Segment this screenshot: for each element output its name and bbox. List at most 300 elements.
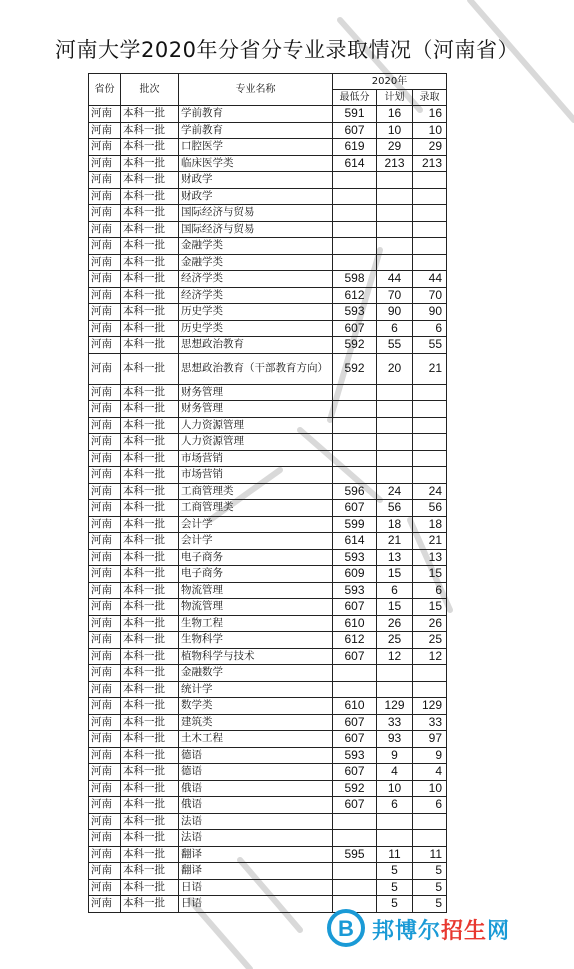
cell-major: 金融数学	[179, 665, 333, 682]
table-row	[89, 172, 447, 189]
cell-min-score	[333, 863, 377, 880]
cell-min-score: 592	[333, 780, 377, 797]
logo-brand-suffix: 网	[487, 919, 511, 944]
cell-batch: 本科一批	[121, 780, 179, 797]
logo-brand-main: 邦博尔	[372, 919, 442, 944]
table-row	[89, 714, 447, 731]
cell-major: 思想政治教育（干部教育方向）	[179, 353, 333, 384]
table-row	[89, 238, 447, 255]
cell-batch: 本科一批	[121, 337, 179, 354]
cell-major: 历史学类	[179, 304, 333, 321]
cell-admitted: 5	[413, 879, 447, 896]
cell-major: 日语	[179, 879, 333, 896]
cell-province: 河南	[89, 896, 121, 913]
cell-plan: 56	[377, 500, 413, 517]
cell-major: 法语	[179, 830, 333, 847]
cell-batch: 本科一批	[121, 648, 179, 665]
cell-province: 河南	[89, 188, 121, 205]
table-row	[89, 780, 447, 797]
cell-admitted: 18	[413, 516, 447, 533]
cell-province: 河南	[89, 353, 121, 384]
cell-plan: 70	[377, 287, 413, 304]
cell-plan	[377, 665, 413, 682]
cell-batch: 本科一批	[121, 731, 179, 748]
cell-plan: 21	[377, 533, 413, 550]
table-row	[89, 731, 447, 748]
cell-major: 电子商务	[179, 566, 333, 583]
cell-admitted	[413, 434, 447, 451]
cell-province: 河南	[89, 846, 121, 863]
cell-plan: 44	[377, 271, 413, 288]
cell-batch: 本科一批	[121, 467, 179, 484]
cell-batch: 本科一批	[121, 139, 179, 156]
logo-brand-accent: 招生	[441, 919, 488, 944]
table-header-row	[89, 74, 447, 90]
cell-province: 河南	[89, 320, 121, 337]
cell-plan	[377, 238, 413, 255]
cell-admitted: 33	[413, 714, 447, 731]
cell-plan: 25	[377, 632, 413, 649]
cell-major: 法语	[179, 813, 333, 830]
cell-plan	[377, 450, 413, 467]
cell-admitted: 29	[413, 139, 447, 156]
cell-major: 经济学类	[179, 287, 333, 304]
cell-province: 河南	[89, 401, 121, 418]
cell-admitted: 11	[413, 846, 447, 863]
cell-admitted: 5	[413, 863, 447, 880]
cell-major: 德语	[179, 764, 333, 781]
cell-plan: 4	[377, 764, 413, 781]
table-row	[89, 254, 447, 271]
table-row	[89, 846, 447, 863]
cell-plan: 5	[377, 863, 413, 880]
cell-plan	[377, 384, 413, 401]
cell-batch: 本科一批	[121, 665, 179, 682]
cell-admitted: 4	[413, 764, 447, 781]
cell-province: 河南	[89, 254, 121, 271]
table-row	[89, 384, 447, 401]
cell-plan: 11	[377, 846, 413, 863]
cell-min-score: 612	[333, 632, 377, 649]
cell-batch: 本科一批	[121, 155, 179, 172]
cell-min-score: 607	[333, 648, 377, 665]
cell-plan: 13	[377, 549, 413, 566]
cell-major: 人力资源管理	[179, 417, 333, 434]
cell-batch: 本科一批	[121, 698, 179, 715]
cell-province: 河南	[89, 747, 121, 764]
table-row	[89, 271, 447, 288]
table-row	[89, 205, 447, 222]
cell-major: 财政学	[179, 172, 333, 189]
cell-major: 会计学	[179, 516, 333, 533]
cell-min-score: 607	[333, 122, 377, 139]
cell-min-score	[333, 830, 377, 847]
cell-province: 河南	[89, 337, 121, 354]
cell-min-score	[333, 467, 377, 484]
cell-major: 物流管理	[179, 599, 333, 616]
cell-batch: 本科一批	[121, 320, 179, 337]
cell-major: 工商管理类	[179, 500, 333, 517]
page-title: 河南大学2020年分省分专业录取情况（河南省）	[55, 38, 519, 62]
cell-batch: 本科一批	[121, 450, 179, 467]
cell-major: 临床医学类	[179, 155, 333, 172]
cell-batch: 本科一批	[121, 434, 179, 451]
cell-min-score	[333, 384, 377, 401]
table-row	[89, 155, 447, 172]
cell-province: 河南	[89, 450, 121, 467]
cell-min-score	[333, 172, 377, 189]
cell-batch: 本科一批	[121, 582, 179, 599]
cell-major: 经济学类	[179, 271, 333, 288]
cell-min-score	[333, 205, 377, 222]
cell-admitted	[413, 172, 447, 189]
cell-admitted	[413, 238, 447, 255]
cell-major: 俄语	[179, 780, 333, 797]
table-row	[89, 632, 447, 649]
cell-plan: 55	[377, 337, 413, 354]
cell-major: 生物科学	[179, 632, 333, 649]
cell-plan: 93	[377, 731, 413, 748]
cell-major: 思想政治教育	[179, 337, 333, 354]
cell-major: 金融学类	[179, 254, 333, 271]
cell-admitted: 9	[413, 747, 447, 764]
cell-province: 河南	[89, 582, 121, 599]
cell-admitted: 10	[413, 122, 447, 139]
cell-admitted	[413, 254, 447, 271]
table-row	[89, 516, 447, 533]
cell-batch: 本科一批	[121, 516, 179, 533]
cell-province: 河南	[89, 434, 121, 451]
cell-min-score: 607	[333, 714, 377, 731]
site-logo	[326, 906, 566, 952]
cell-admitted: 15	[413, 566, 447, 583]
cell-admitted: 129	[413, 698, 447, 715]
cell-admitted	[413, 221, 447, 238]
table-row	[89, 450, 447, 467]
cell-batch: 本科一批	[121, 549, 179, 566]
cell-min-score: 609	[333, 566, 377, 583]
cell-major: 数学类	[179, 698, 333, 715]
cell-major: 财务管理	[179, 401, 333, 418]
cell-province: 河南	[89, 648, 121, 665]
table-row	[89, 434, 447, 451]
table-row	[89, 221, 447, 238]
cell-major: 财务管理	[179, 384, 333, 401]
table-body	[89, 106, 447, 913]
cell-batch: 本科一批	[121, 830, 179, 847]
cell-province: 河南	[89, 714, 121, 731]
cell-plan: 6	[377, 320, 413, 337]
cell-batch: 本科一批	[121, 401, 179, 418]
cell-admitted: 10	[413, 780, 447, 797]
cell-plan: 213	[377, 155, 413, 172]
header-province: 省份	[89, 74, 121, 106]
table-row	[89, 337, 447, 354]
table-row	[89, 747, 447, 764]
cell-major: 财政学	[179, 188, 333, 205]
logo-badge-icon	[326, 908, 366, 948]
cell-batch: 本科一批	[121, 304, 179, 321]
cell-min-score: 592	[333, 353, 377, 384]
cell-province: 河南	[89, 483, 121, 500]
header-min-score: 最低分	[333, 90, 377, 106]
cell-batch: 本科一批	[121, 122, 179, 139]
cell-admitted: 25	[413, 632, 447, 649]
cell-batch: 本科一批	[121, 533, 179, 550]
cell-province: 河南	[89, 599, 121, 616]
cell-plan: 90	[377, 304, 413, 321]
cell-province: 河南	[89, 516, 121, 533]
cell-province: 河南	[89, 500, 121, 517]
cell-min-score: 619	[333, 139, 377, 156]
cell-batch: 本科一批	[121, 188, 179, 205]
cell-min-score: 612	[333, 287, 377, 304]
cell-province: 河南	[89, 681, 121, 698]
cell-major: 翻译	[179, 863, 333, 880]
cell-batch: 本科一批	[121, 863, 179, 880]
cell-province: 河南	[89, 863, 121, 880]
cell-plan: 10	[377, 780, 413, 797]
cell-province: 河南	[89, 172, 121, 189]
cell-batch: 本科一批	[121, 566, 179, 583]
cell-plan	[377, 401, 413, 418]
cell-plan: 16	[377, 106, 413, 123]
cell-admitted: 55	[413, 337, 447, 354]
cell-province: 河南	[89, 533, 121, 550]
cell-province: 河南	[89, 698, 121, 715]
cell-min-score	[333, 238, 377, 255]
cell-min-score: 592	[333, 337, 377, 354]
cell-plan: 5	[377, 896, 413, 913]
cell-min-score: 607	[333, 500, 377, 517]
cell-min-score	[333, 254, 377, 271]
table-row	[89, 467, 447, 484]
cell-plan	[377, 417, 413, 434]
cell-admitted: 97	[413, 731, 447, 748]
cell-major: 物流管理	[179, 582, 333, 599]
cell-admitted: 21	[413, 353, 447, 384]
cell-plan: 10	[377, 122, 413, 139]
cell-province: 河南	[89, 106, 121, 123]
cell-min-score: 607	[333, 599, 377, 616]
cell-major: 德语	[179, 747, 333, 764]
cell-plan	[377, 434, 413, 451]
cell-batch: 本科一批	[121, 714, 179, 731]
cell-batch: 本科一批	[121, 417, 179, 434]
table-row	[89, 483, 447, 500]
cell-plan: 129	[377, 698, 413, 715]
cell-min-score: 607	[333, 797, 377, 814]
cell-admitted: 213	[413, 155, 447, 172]
cell-major: 会计学	[179, 533, 333, 550]
cell-major: 国际经济与贸易	[179, 221, 333, 238]
table-row	[89, 813, 447, 830]
cell-min-score: 591	[333, 106, 377, 123]
cell-min-score	[333, 188, 377, 205]
table-row	[89, 566, 447, 583]
cell-province: 河南	[89, 797, 121, 814]
cell-plan	[377, 221, 413, 238]
cell-admitted	[413, 813, 447, 830]
cell-province: 河南	[89, 238, 121, 255]
cell-province: 河南	[89, 205, 121, 222]
cell-province: 河南	[89, 731, 121, 748]
cell-admitted: 21	[413, 533, 447, 550]
cell-batch: 本科一批	[121, 287, 179, 304]
cell-batch: 本科一批	[121, 846, 179, 863]
cell-plan	[377, 205, 413, 222]
cell-batch: 本科一批	[121, 615, 179, 632]
header-plan: 计划	[377, 90, 413, 106]
cell-min-score: 593	[333, 304, 377, 321]
cell-admitted: 6	[413, 582, 447, 599]
cell-major: 土木工程	[179, 731, 333, 748]
cell-province: 河南	[89, 122, 121, 139]
cell-admitted	[413, 188, 447, 205]
cell-major: 生物工程	[179, 615, 333, 632]
cell-batch: 本科一批	[121, 896, 179, 913]
cell-province: 河南	[89, 764, 121, 781]
cell-plan: 29	[377, 139, 413, 156]
cell-admitted	[413, 384, 447, 401]
cell-batch: 本科一批	[121, 271, 179, 288]
header-year: 2020年	[333, 74, 447, 90]
cell-batch: 本科一批	[121, 797, 179, 814]
cell-batch: 本科一批	[121, 106, 179, 123]
table-row	[89, 106, 447, 123]
table-row	[89, 830, 447, 847]
cell-major: 市场营销	[179, 450, 333, 467]
cell-admitted: 24	[413, 483, 447, 500]
cell-province: 河南	[89, 879, 121, 896]
table-row	[89, 648, 447, 665]
cell-min-score: 593	[333, 582, 377, 599]
cell-plan	[377, 681, 413, 698]
table-row	[89, 698, 447, 715]
cell-major: 学前教育	[179, 106, 333, 123]
cell-admitted	[413, 401, 447, 418]
cell-min-score: 610	[333, 615, 377, 632]
cell-min-score: 595	[333, 846, 377, 863]
cell-batch: 本科一批	[121, 172, 179, 189]
cell-admitted: 16	[413, 106, 447, 123]
cell-major: 建筑类	[179, 714, 333, 731]
cell-min-score: 610	[333, 698, 377, 715]
table-row	[89, 320, 447, 337]
cell-province: 河南	[89, 384, 121, 401]
cell-batch: 本科一批	[121, 254, 179, 271]
cell-min-score	[333, 665, 377, 682]
header-major: 专业名称	[179, 74, 333, 106]
cell-plan: 5	[377, 879, 413, 896]
cell-batch: 本科一批	[121, 238, 179, 255]
cell-admitted: 5	[413, 896, 447, 913]
logo-brand-text	[372, 914, 510, 945]
cell-province: 河南	[89, 665, 121, 682]
cell-province: 河南	[89, 304, 121, 321]
cell-plan: 15	[377, 599, 413, 616]
cell-province: 河南	[89, 830, 121, 847]
cell-plan: 12	[377, 648, 413, 665]
cell-batch: 本科一批	[121, 632, 179, 649]
cell-plan	[377, 172, 413, 189]
cell-admitted	[413, 681, 447, 698]
cell-batch: 本科一批	[121, 879, 179, 896]
cell-admitted: 6	[413, 320, 447, 337]
cell-province: 河南	[89, 615, 121, 632]
cell-province: 河南	[89, 139, 121, 156]
cell-major: 人力资源管理	[179, 434, 333, 451]
cell-province: 河南	[89, 271, 121, 288]
header-batch: 批次	[121, 74, 179, 106]
table-row	[89, 500, 447, 517]
table-row	[89, 304, 447, 321]
cell-min-score	[333, 450, 377, 467]
cell-major: 植物科学与技术	[179, 648, 333, 665]
table-row	[89, 599, 447, 616]
cell-min-score	[333, 681, 377, 698]
cell-min-score: 607	[333, 764, 377, 781]
cell-batch: 本科一批	[121, 747, 179, 764]
cell-batch: 本科一批	[121, 813, 179, 830]
cell-min-score: 593	[333, 747, 377, 764]
cell-plan	[377, 813, 413, 830]
cell-major: 金融学类	[179, 238, 333, 255]
cell-min-score: 614	[333, 155, 377, 172]
cell-province: 河南	[89, 566, 121, 583]
cell-province: 河南	[89, 287, 121, 304]
cell-plan	[377, 254, 413, 271]
table-row	[89, 863, 447, 880]
table-row	[89, 401, 447, 418]
cell-batch: 本科一批	[121, 221, 179, 238]
cell-plan: 6	[377, 582, 413, 599]
cell-admitted	[413, 205, 447, 222]
cell-major: 工商管理类	[179, 483, 333, 500]
cell-major: 学前教育	[179, 122, 333, 139]
cell-province: 河南	[89, 417, 121, 434]
cell-plan: 9	[377, 747, 413, 764]
cell-major: 统计学	[179, 681, 333, 698]
cell-batch: 本科一批	[121, 500, 179, 517]
cell-province: 河南	[89, 813, 121, 830]
cell-batch: 本科一批	[121, 205, 179, 222]
table-row	[89, 549, 447, 566]
cell-admitted: 26	[413, 615, 447, 632]
table-row	[89, 533, 447, 550]
cell-major: 历史学类	[179, 320, 333, 337]
cell-min-score: 607	[333, 731, 377, 748]
cell-batch: 本科一批	[121, 483, 179, 500]
cell-min-score	[333, 434, 377, 451]
cell-min-score	[333, 813, 377, 830]
cell-major: 国际经济与贸易	[179, 205, 333, 222]
cell-admitted: 70	[413, 287, 447, 304]
table-row	[89, 417, 447, 434]
cell-batch: 本科一批	[121, 353, 179, 384]
cell-admitted	[413, 467, 447, 484]
cell-major: 市场营销	[179, 467, 333, 484]
cell-admitted: 6	[413, 797, 447, 814]
table-row	[89, 879, 447, 896]
cell-admitted	[413, 830, 447, 847]
cell-province: 河南	[89, 549, 121, 566]
cell-plan: 6	[377, 797, 413, 814]
cell-plan: 33	[377, 714, 413, 731]
table-row	[89, 665, 447, 682]
cell-admitted: 90	[413, 304, 447, 321]
header-admitted: 录取	[413, 90, 447, 106]
